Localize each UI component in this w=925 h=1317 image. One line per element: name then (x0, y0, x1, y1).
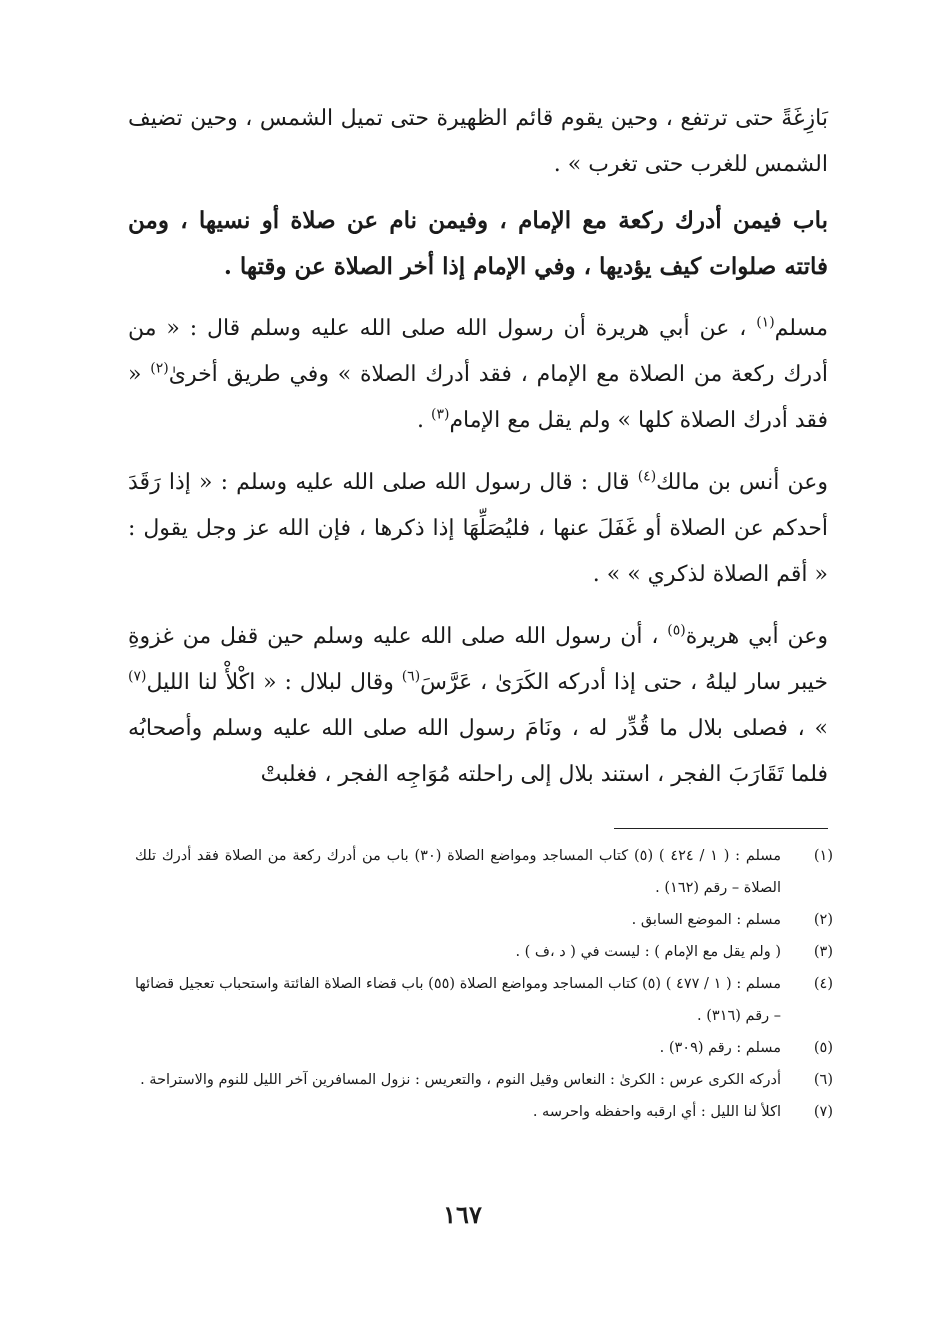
footnote-ref-5: (٥) (667, 622, 686, 639)
footnote-text: مسلم : الموضع السابق . (631, 912, 781, 928)
footnote-item (135, 904, 833, 936)
footnote-item (135, 968, 833, 1032)
footnote-text: أدركه الكرى عرس : الكرىٰ : النعاس وقيل النوم ، والتعريس : نزول المسافرين آخر الليل للنوم والاستراحة . (140, 1072, 781, 1088)
hadith-paragraph-1 (128, 306, 828, 444)
para1-text-c: « فقد أدرك الصلاة كلها » ولم يقل مع الإمام (128, 362, 828, 433)
footnote-item (135, 840, 833, 904)
footnote-item (135, 936, 833, 968)
footnote-text: اكلأ لنا الليل : أي ارقبه واحفظه واحرسه . (532, 1104, 781, 1120)
footnote-number: (١) (813, 848, 833, 864)
footnote-item (135, 1032, 833, 1064)
footnote-item (135, 1096, 833, 1128)
page-number: ١٦٧ (443, 1200, 482, 1229)
para1-text-b: ، عن أبي هريرة أن رسول الله صلى الله عليه وسلم قال : « من أدرك ركعة من الصلاة مع الإمام ، فقد أدرك الصلاة » وفي طريق أخرىٰ (128, 316, 829, 387)
continuation-text: بَازِغَةً حتى ترتفع ، وحين يقوم قائم الظهيرة حتى تميل الشمس ، وحين تضيف الشمس للغرب حتى تغرب » . (128, 106, 828, 177)
para2-text-b: قال : قال رسول الله صلى الله عليه وسلم : « إذا رَقَدَ أحدكم عن الصلاة أو غَفَلَ عنها ، فليُصَلِّهَا إذا ذكرها ، فإن الله عز وجل يقول : « أقم الصلاة لذكري » » . (128, 470, 828, 587)
para3-text-d: » ، فصلى بلال ما قُدِّر له ، ونَامَ رسول الله صلى الله عليه وسلم وأصحابُه فلما تَقَارَبَ الفجر ، استند بلال إلى راحلته مُوَاجِه الفجر ، فغلبتْ (128, 716, 828, 787)
hadith-paragraph-2 (128, 460, 828, 598)
footnote-separator (614, 828, 828, 829)
footnote-text: مسلم : رقم (٣٠٩) . (659, 1040, 781, 1056)
footnote-number: (٦) (813, 1072, 833, 1088)
para1-text-d: . (416, 408, 431, 433)
footnote-ref-2: (٢) (150, 360, 169, 377)
para3-text-b: ، أن رسول الله صلى الله عليه وسلم حين قفل من غزوةِ خيبر سار ليلهُ ، حتى إذا أدركه الكَرَىٰ ، عَرَّسَ (128, 624, 828, 695)
hadith-paragraph-3 (128, 614, 828, 798)
chapter-heading-text: باب فيمن أدرك ركعة مع الإمام ، وفيمن نام عن صلاة أو نسيها ، ومن فاتته صلوات كيف يؤديها ، وفي الإمام إذا أخر الصلاة عن وقتها . (128, 207, 828, 280)
footnote-ref-1: (١) (756, 314, 775, 331)
footnotes-list (135, 840, 833, 1128)
footnote-ref-4: (٤) (637, 468, 657, 485)
footnote-ref-6: (٦) (401, 668, 421, 685)
footnote-number: (٧) (813, 1104, 833, 1120)
chapter-heading (128, 198, 828, 290)
footnote-ref-3: (٣) (430, 406, 450, 423)
footnote-number: (٤) (813, 976, 833, 992)
footnote-item (135, 1064, 833, 1096)
footnote-text: مسلم : ( ١ / ٤٢٤ ) (٥) كتاب المساجد ومواضع الصلاة (٣٠) باب من أدرك ركعة من الصلاة فقد أدرك تلك الصلاة – رقم (١٦٢) . (135, 848, 781, 896)
para1-text-a: مسلم (774, 316, 828, 341)
continuation-paragraph (128, 96, 828, 188)
para3-text-c: وقال لبلال : « اكْلأْ لنا الليل (146, 670, 402, 695)
para2-text-a: وعن أنس بن مالك (656, 470, 828, 495)
footnote-text: ( ولم يقل مع الإمام ) : ليست في ( د ،ف ) . (515, 944, 781, 960)
footnote-ref-7: (٧) (128, 668, 147, 685)
footnote-number: (٣) (813, 944, 833, 960)
para3-text-a: وعن أبي هريرة (685, 624, 828, 649)
footnote-number: (٥) (813, 1040, 833, 1056)
footnote-number: (٢) (813, 912, 833, 928)
footnote-text: مسلم : ( ١ / ٤٧٧ ) (٥) كتاب المساجد ومواضع الصلاة (٥٥) باب قضاء الصلاة الفائتة واستحباب تعجيل قضائها – رقم (٣١٦) . (135, 976, 781, 1024)
